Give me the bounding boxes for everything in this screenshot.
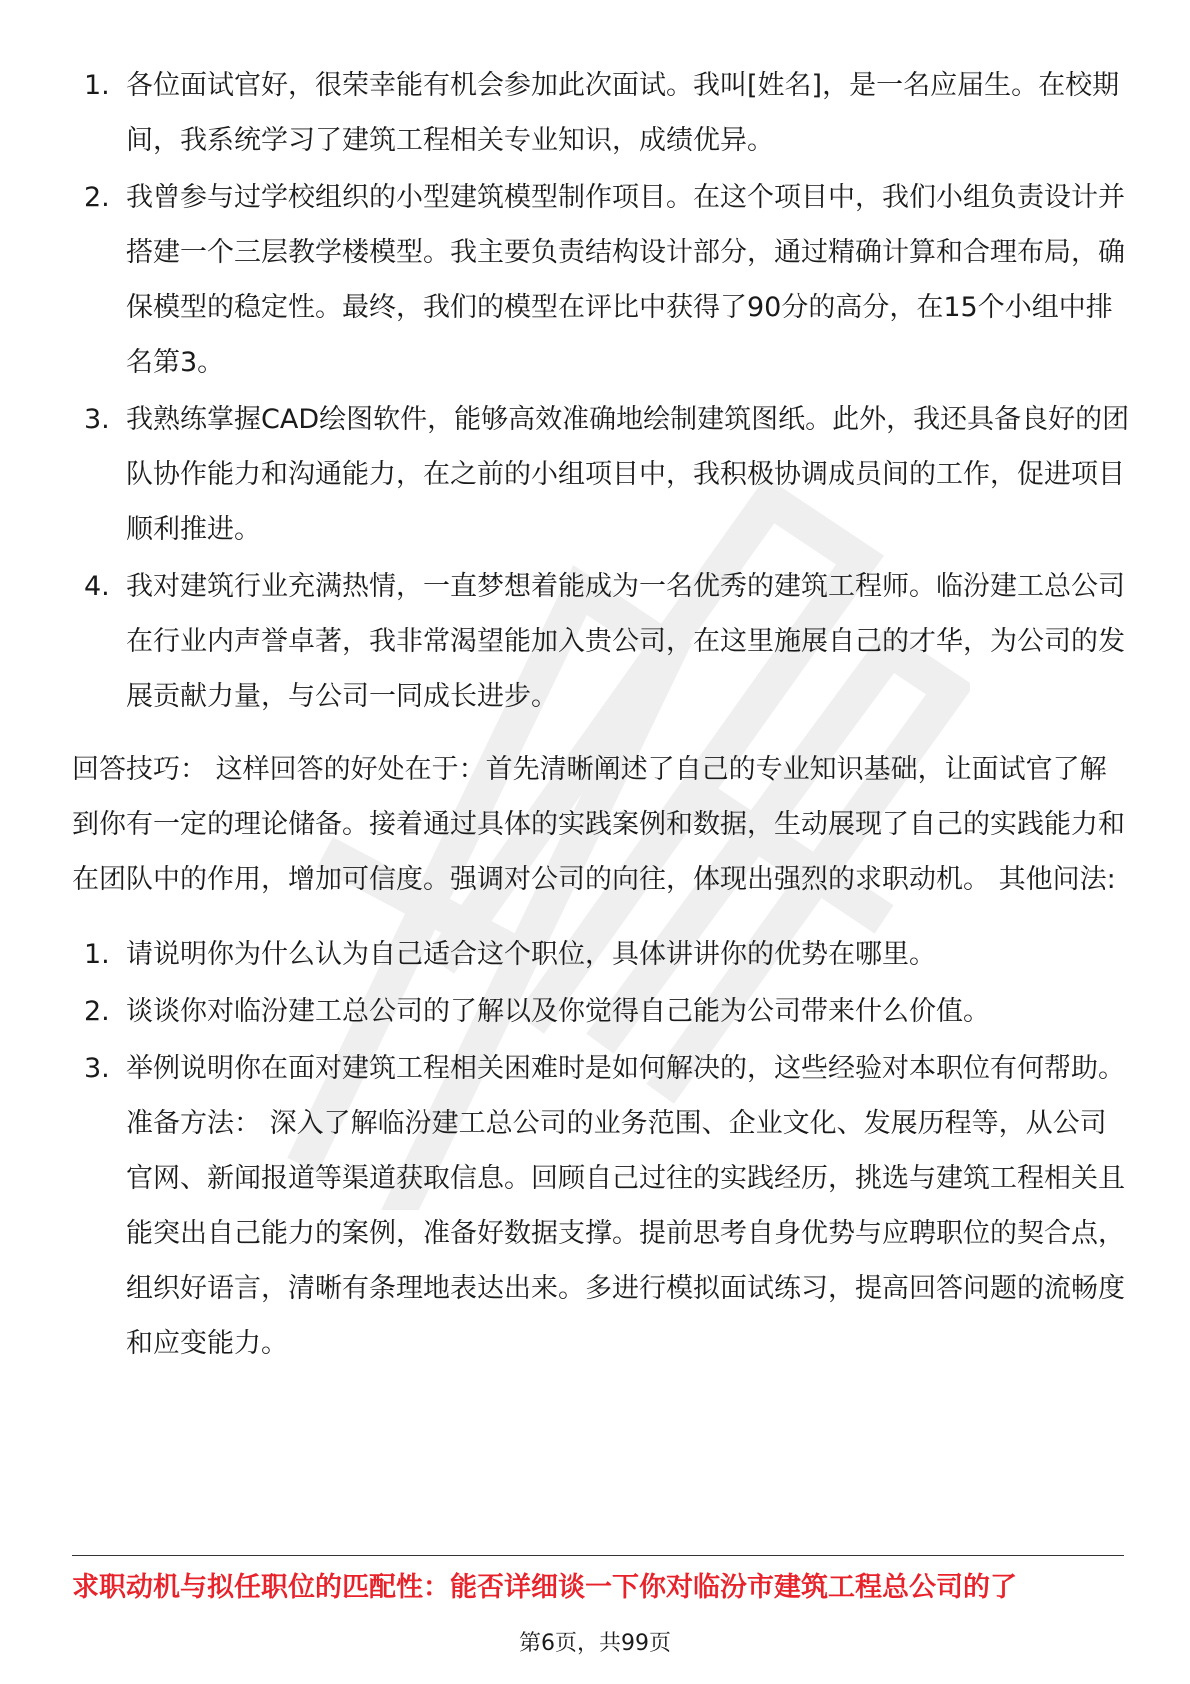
list-item [72,559,1132,724]
section-divider [72,1555,1124,1556]
list-item [72,1041,1132,1371]
other-questions-list [72,927,1132,1371]
list-item [72,58,1132,168]
list-item-text: 请说明你为什么认为自己适合这个职位，具体讲讲你的优势在哪里。 [126,939,936,970]
list-item [72,392,1132,557]
answer-list [72,58,1132,724]
list-item-number: 1. [84,70,110,101]
list-item-number: 1. [84,939,110,970]
list-item [72,170,1132,390]
list-item-number: 3. [84,404,110,435]
page-number: 第6页，共99页 [519,1631,671,1656]
list-item-text: 我曾参与过学校组织的小型建筑模型制作项目。在这个项目中，我们小组负责设计并搭建一个三层教学楼模型。我主要负责结构设计部分，通过精确计算和合理布局，确保模型的稳定性。最终，我们的模型在评比中获得了90分的高分，在15个小组中排名第3。 [126,182,1125,378]
list-item-number: 3. [84,1053,110,1084]
list-item-number: 2. [84,996,110,1027]
main-content [72,58,1132,1373]
list-item-number: 4. [84,571,110,602]
list-item-text: 举例说明你在面对建筑工程相关困难时是如何解决的，这些经验对本职位有何帮助。 准备方法： 深入了解临汾建工总公司的业务范围、企业文化、发展历程等，从公司官网、新闻报道等渠道获取信息。回顾自己过往的实践经历，挑选与建筑工程相关且能突出自己能力的案例，准备好数据支撑。提前思考自身优势与应聘职位的契合点，组织好语言，清晰有条理地表达出来。多进行模拟面试练习，提高回答问题的流畅度和应变能力。 [126,1053,1125,1359]
list-item [72,984,1132,1039]
list-item-number: 2. [84,182,110,213]
list-item-text: 谈谈你对临汾建工总公司的了解以及你觉得自己能为公司带来什么价值。 [126,996,990,1027]
answer-tips-paragraph: 回答技巧： 这样回答的好处在于：首先清晰阐述了自己的专业知识基础，让面试官了解到你有一定的理论储备。接着通过具体的实践案例和数据，生动展现了自己的实践能力和在团队中的作用，增加可信度。强调对公司的向往，体现出强烈的求职动机。 其他问法: [72,754,1125,895]
list-item [72,927,1132,982]
list-item-text: 我对建筑行业充满热情，一直梦想着能成为一名优秀的建筑工程师。临汾建工总公司在行业内声誉卓著，我非常渴望能加入贵公司，在这里施展自己的才华，为公司的发展贡献力量，与公司一同成长进步。 [126,571,1125,712]
next-section-heading: 求职动机与拟任职位的匹配性：能否详细谈一下你对临汾市建筑工程总公司的了 [72,1572,1017,1603]
list-item-text: 我熟练掌握CAD绘图软件，能够高效准确地绘制建筑图纸。此外，我还具备良好的团队协作能力和沟通能力，在之前的小组项目中，我积极协调成员间的工作，促进项目顺利推进。 [126,404,1130,545]
list-item-text: 各位面试官好，很荣幸能有机会参加此次面试。我叫[姓名]，是一名应届生。在校期间，我系统学习了建筑工程相关专业知识，成绩优异。 [126,70,1120,156]
